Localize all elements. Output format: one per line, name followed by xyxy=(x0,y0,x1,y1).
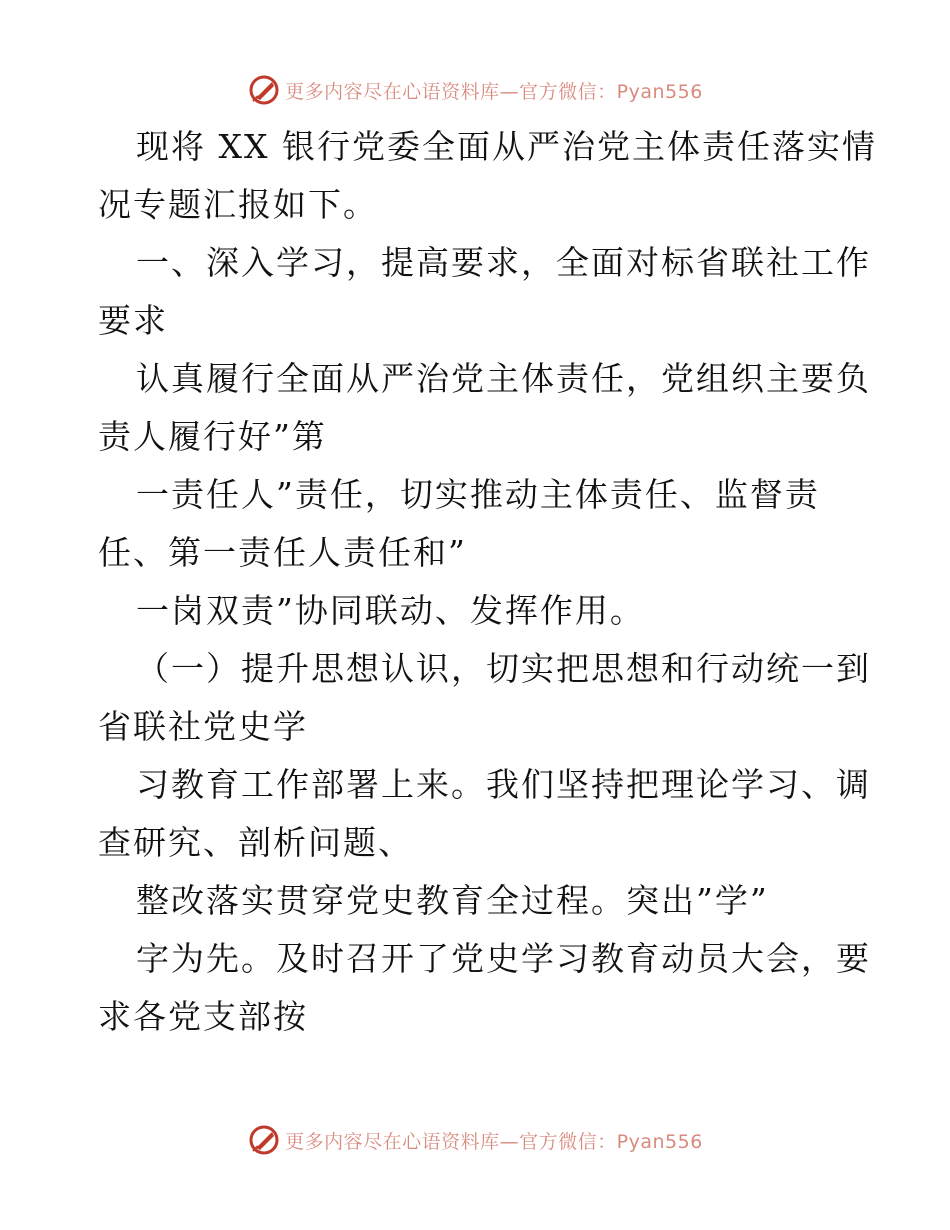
header-watermark xyxy=(0,70,950,110)
text-line: 习教育工作部署上来。我们坚持把理论学习、调 xyxy=(136,765,871,804)
subsection-heading-cont: 省联社党史学 xyxy=(98,707,308,746)
text-line: 一责任人”责任，切实推动主体责任、监督责 xyxy=(136,475,820,514)
text-line: 责人履行好”第 xyxy=(98,417,327,456)
text-line: 况专题汇报如下。 xyxy=(98,185,378,224)
feather-pen-circle-icon xyxy=(247,73,281,107)
watermark-text: 更多内容尽在心语资料库—官方微信：Pyan556 xyxy=(285,80,703,103)
text-line: 求各党支部按 xyxy=(98,997,308,1036)
text-line: 一岗双责”协同联动、发挥作用。 xyxy=(136,591,645,630)
text-line: 字为先。及时召开了党史学习教育动员大会，要 xyxy=(136,939,871,978)
footer-watermark xyxy=(0,1120,950,1160)
document-body xyxy=(98,118,877,1046)
text-line: 现将 XX 银行党委全面从严治党主体责任落实情 xyxy=(136,127,877,166)
text-line: 整改落实贯穿党史教育全过程。突出”学” xyxy=(136,881,769,920)
text-line: 任、第一责任人责任和” xyxy=(98,533,467,572)
feather-pen-circle-icon xyxy=(247,1123,281,1157)
watermark-text: 更多内容尽在心语资料库—官方微信：Pyan556 xyxy=(285,1130,703,1153)
text-line: 认真履行全面从严治党主体责任，党组织主要负 xyxy=(136,359,871,398)
subsection-heading: （一）提升思想认识，切实把思想和行动统一到 xyxy=(136,649,871,688)
text-line: 查研究、剖析问题、 xyxy=(98,823,413,862)
section-heading-cont: 要求 xyxy=(98,301,168,340)
section-heading: 一、深入学习，提高要求，全面对标省联社工作 xyxy=(136,243,871,282)
